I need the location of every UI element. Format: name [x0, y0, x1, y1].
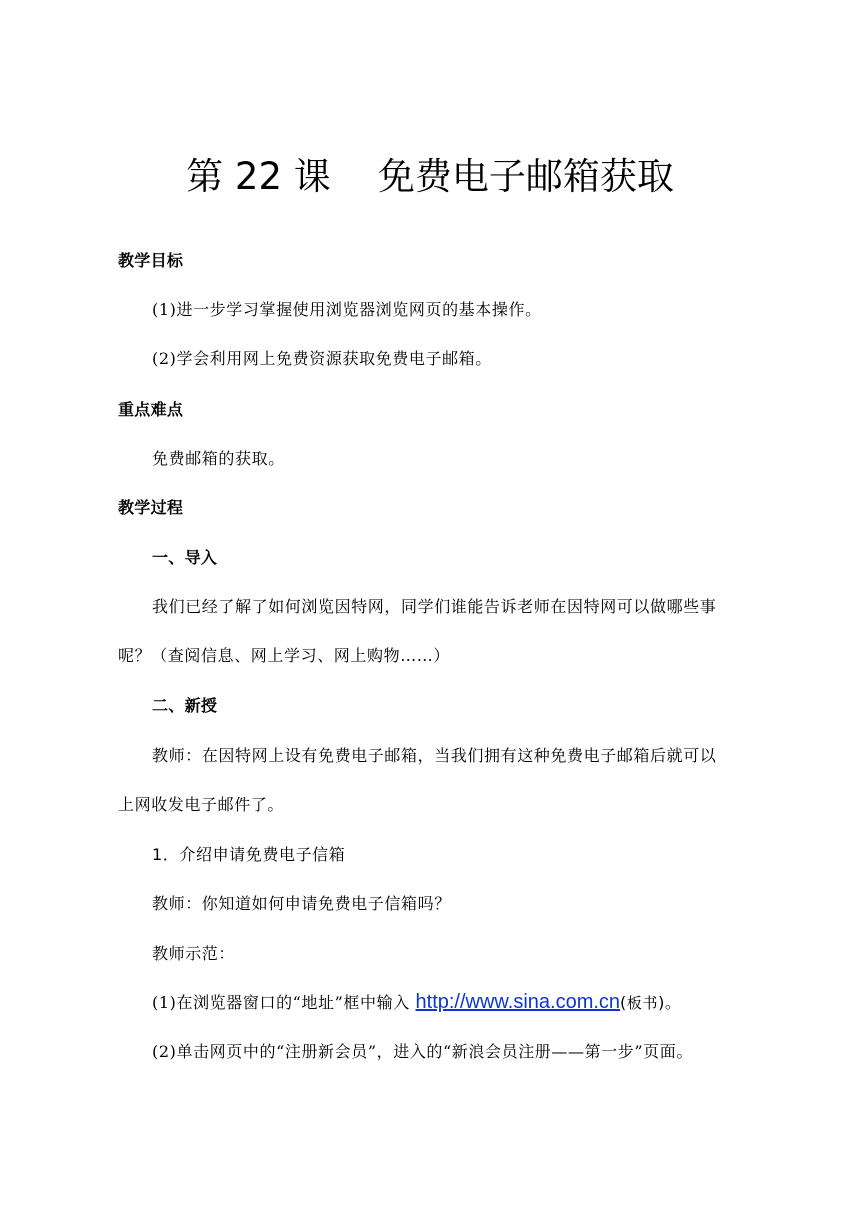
objective-item-2: (2)学会利用网上免费资源获取免费电子邮箱。 — [152, 349, 492, 368]
lesson-title: 第 22 课 免费电子邮箱获取 — [186, 155, 674, 198]
sina-url-link[interactable]: http://www.sina.com.cn — [415, 991, 621, 1013]
step-1-text: (1)在浏览器窗口的“地址”框中输入 — [152, 993, 416, 1012]
process-heading: 教学过程 — [118, 498, 184, 517]
step-1-note: 板书 — [626, 994, 659, 1012]
objective-item-1: (1)进一步学习掌握使用浏览器浏览网页的基本操作。 — [152, 300, 542, 319]
sub-heading-apply-mailbox: 1．介绍申请免费电子信箱 — [152, 845, 346, 864]
new-lesson-paragraph-line-1: 教师：在因特网上设有免费电子邮箱，当我们拥有这种免费电子邮箱后就可以 — [152, 746, 717, 765]
intro-paragraph-line-2: 呢？（查阅信息、网上学习、网上购物……） — [118, 646, 451, 665]
step-1 — [152, 990, 682, 1015]
objectives-heading: 教学目标 — [118, 251, 184, 270]
step-1-paren-close: )。 — [658, 993, 682, 1012]
step-2: (2)单击网页中的“注册新会员”，进入的“新浪会员注册——第一步”页面。 — [152, 1042, 693, 1061]
key-points-text: 免费邮箱的获取。 — [152, 449, 285, 468]
intro-paragraph-line-1: 我们已经了解了如何浏览因特网，同学们谁能告诉老师在因特网可以做哪些事 — [152, 597, 717, 616]
key-points-heading: 重点难点 — [118, 400, 184, 419]
new-lesson-heading: 二、新授 — [152, 696, 218, 715]
teacher-demo-label: 教师示范： — [152, 944, 236, 963]
step-1-paren-open: ( — [620, 993, 627, 1012]
intro-heading: 一、导入 — [152, 548, 218, 567]
new-lesson-paragraph-line-2: 上网收发电子邮件了。 — [118, 795, 285, 814]
teacher-question: 教师：你知道如何申请免费电子信箱吗？ — [152, 894, 451, 913]
